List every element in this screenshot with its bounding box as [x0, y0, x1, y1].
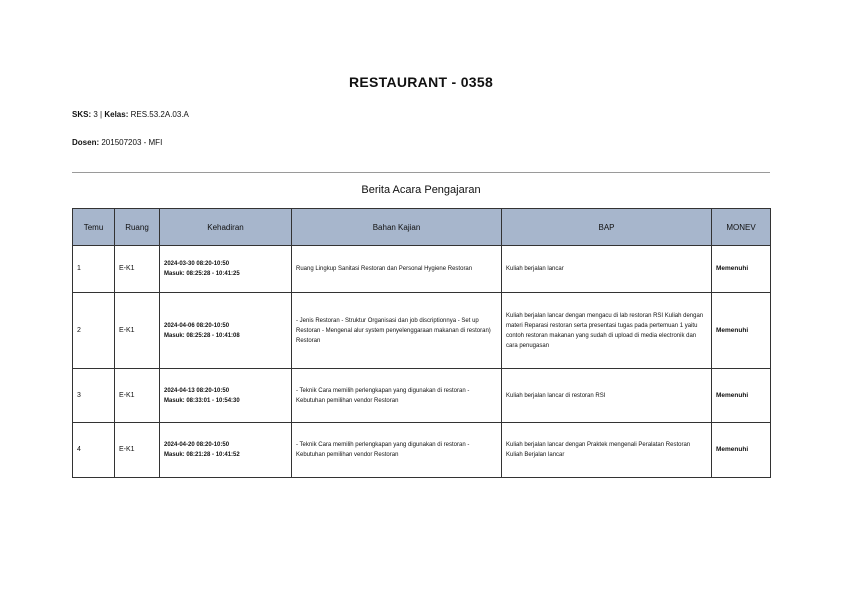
table-row — [73, 369, 771, 423]
table-header-row — [73, 209, 771, 246]
header-ruang: Ruang — [115, 209, 160, 246]
cell-bahan-kajian: - Jenis Restoran - Struktur Organisasi dan job discriptionnya - Set up Restoran - Mengenal alur system penyelenggaraan makanan di restoran) Restoran — [292, 293, 502, 369]
sks-label: SKS: — [72, 110, 92, 119]
document-title: RESTAURANT - 0358 — [348, 74, 494, 90]
kehadiran-schedule: 2024-04-13 08:20-10:50 — [164, 387, 230, 394]
header-bahan-kajian: Bahan Kajian — [292, 209, 502, 246]
info-separator: | — [100, 110, 103, 119]
table-row — [73, 423, 771, 478]
cell-monev: Memenuhi — [712, 369, 771, 423]
kehadiran-attendance: Masuk: 08:21:28 - 10:41:52 — [164, 452, 240, 458]
cell-kehadiran — [160, 369, 292, 423]
kelas-value: RES.53.2A.03.A — [130, 110, 189, 119]
course-info — [72, 110, 189, 119]
table-row — [73, 246, 771, 293]
header-temu: Temu — [73, 209, 115, 246]
section-title: Berita Acara Pengajaran — [361, 184, 481, 196]
header-bap: BAP — [502, 209, 712, 246]
cell-bahan-kajian: - Teknik Cara memilih perlengkapan yang digunakan di restoran - Kebutuhan pemilihan vendor Restoran — [292, 369, 502, 423]
cell-monev: Memenuhi — [712, 246, 771, 293]
cell-kehadiran — [160, 246, 292, 293]
kehadiran-schedule: 2024-03-30 08:20-10:50 — [164, 261, 230, 267]
lecturer-info — [72, 138, 162, 147]
cell-kehadiran — [160, 293, 292, 369]
cell-bahan-kajian: Ruang Lingkup Sanitasi Restoran dan Personal Hygiene Restoran — [292, 246, 502, 293]
cell-bahan-kajian: - Teknik Cara memilih perlengkapan yang digunakan di restoran - Kebutuhan pemilihan vendor Restoran — [292, 423, 502, 478]
cell-bap: Kuliah berjalan lancar dengan Praktek mengenali Peralatan Restoran Kuliah Berjalan lancar — [502, 423, 712, 478]
table-row — [73, 293, 771, 369]
cell-bap: Kuliah berjalan lancar — [502, 246, 712, 293]
kelas-label: Kelas: — [104, 110, 129, 119]
dosen-value: 201507203 - MFI — [101, 138, 163, 147]
cell-temu: 4 — [73, 423, 115, 478]
cell-temu: 1 — [73, 246, 115, 293]
header-monev: MONEV — [712, 209, 771, 246]
dosen-label: Dosen: — [72, 138, 100, 147]
cell-bap: Kuliah berjalan lancar di restoran RSI — [502, 369, 712, 423]
kehadiran-schedule: 2024-04-06 08:20-10:50 — [164, 322, 230, 329]
kehadiran-attendance: Masuk: 08:33:01 - 10:54:30 — [164, 397, 240, 404]
cell-kehadiran — [160, 423, 292, 478]
cell-monev: Memenuhi — [712, 293, 771, 369]
kehadiran-attendance: Masuk: 08:25:28 - 10:41:08 — [164, 332, 240, 339]
cell-ruang: E-K1 — [115, 423, 160, 478]
cell-ruang: E-K1 — [115, 246, 160, 293]
cell-ruang: E-K1 — [115, 369, 160, 423]
divider — [72, 172, 770, 173]
sks-value: 3 — [93, 110, 98, 119]
cell-bap: Kuliah berjalan lancar dengan mengacu di lab restoran RSI Kuliah dengan materi Reparasi restoran serta presentasi tugas pada pertemuan 1 yaitu contoh restoran makanan yang sudah di upload di media electronik dan cara penugasan — [502, 293, 712, 369]
cell-ruang: E-K1 — [115, 293, 160, 369]
cell-temu: 3 — [73, 369, 115, 423]
cell-monev: Memenuhi — [712, 423, 771, 478]
kehadiran-attendance: Masuk: 08:25:28 - 10:41:25 — [164, 271, 240, 277]
header-kehadiran: Kehadiran — [160, 209, 292, 246]
cell-temu: 2 — [73, 293, 115, 369]
bap-table — [72, 208, 771, 478]
kehadiran-schedule: 2024-04-20 08:20-10:50 — [164, 442, 230, 448]
